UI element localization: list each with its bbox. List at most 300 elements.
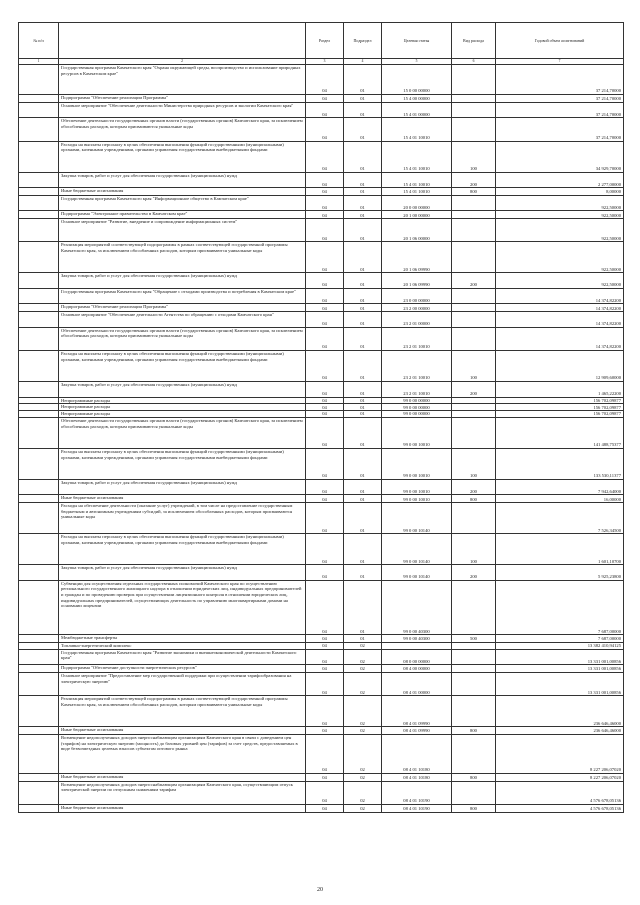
row-subsection-cell: 02 (344, 773, 382, 781)
row-subsection-cell: 02 (344, 804, 382, 812)
row-expense-type-cell (452, 102, 496, 118)
row-expense-type-cell (452, 781, 496, 804)
row-name-cell: Основное мероприятие "Обеспечение деятельности Министерства природных ресурсов и экологии Камчатского края" (59, 102, 306, 118)
row-expense-type-cell: 800 (452, 188, 496, 196)
table-row (19, 696, 624, 727)
row-target-article-cell (382, 642, 452, 649)
table-row (19, 95, 624, 103)
row-section-cell: 04 (306, 734, 344, 773)
row-name-cell: Иные бюджетные ассигнования (59, 727, 306, 735)
row-name-cell: Обеспечение деятельности государственных органов власти (государственных органов) Камчатского края, за исключением обособленных расходов, которым присваиваются уникальные коды (59, 327, 306, 350)
row-section-cell: 04 (306, 397, 344, 404)
row-index-cell (19, 479, 59, 495)
row-amount-cell: 2 277,00000 (496, 172, 624, 188)
row-amount-cell: 14 374,82200 (496, 327, 624, 350)
table-row (19, 534, 624, 565)
header-number: № п/п (19, 23, 59, 59)
row-name-cell: Иные бюджетные ассигнования (59, 804, 306, 812)
row-target-article-cell: 23 2 01 10010 (382, 351, 452, 382)
row-subsection-cell: 01 (344, 580, 382, 634)
row-subsection-cell: 01 (344, 479, 382, 495)
row-name-cell: Возмещение недополученных доходов энергоснабжающим организациям Камчатского края, осуществляющим отпуск электрической энергии по отпускным снижениям тарифам (59, 781, 306, 804)
row-amount-cell: 8,00000 (496, 188, 624, 196)
row-expense-type-cell (452, 312, 496, 328)
column-number: 6 (452, 59, 496, 65)
row-amount-cell: 34 929,70000 (496, 141, 624, 172)
row-expense-type-cell: 100 (452, 448, 496, 479)
table-row (19, 382, 624, 398)
row-section-cell: 04 (306, 804, 344, 812)
row-name-cell: Иные бюджетные ассигнования (59, 773, 306, 781)
row-amount-cell: 922,50000 (496, 242, 624, 273)
row-index-cell (19, 642, 59, 649)
row-amount-cell: 156 702,09877 (496, 397, 624, 404)
row-section-cell: 04 (306, 534, 344, 565)
table-row (19, 288, 624, 304)
row-name-cell: Непрограммные расходы (59, 404, 306, 411)
row-target-article-cell: 08 0 00 00000 (382, 649, 452, 665)
row-name-cell: Закупка товаров, работ и услуг для обеспечения государственных (муниципальных) нужд (59, 565, 306, 581)
row-subsection-cell: 01 (344, 172, 382, 188)
table-header-row (19, 23, 624, 59)
row-subsection-cell: 01 (344, 273, 382, 289)
row-index-cell (19, 448, 59, 479)
table-row (19, 195, 624, 211)
row-index-cell (19, 672, 59, 695)
row-subsection-cell: 02 (344, 672, 382, 695)
row-section-cell: 04 (306, 195, 344, 211)
row-expense-type-cell (452, 642, 496, 649)
row-subsection-cell: 01 (344, 404, 382, 411)
row-expense-type-cell (452, 219, 496, 242)
row-expense-type-cell: 500 (452, 635, 496, 643)
row-name-cell: Расходы на выплаты персоналу в целях обеспечения выполнения функций государственными (муниципальными) органами, казенными учреждениями, органами управления государственными внебюджетными фондами (59, 141, 306, 172)
row-section-cell: 04 (306, 141, 344, 172)
row-name-cell: Реализация мероприятий соответствующей подпрограммы в рамках соответствующей государственной программы Камчатского края, за исключением обособленных расходов, которым присваиваются уникальные коды (59, 242, 306, 273)
row-target-article-cell: 99 0 00 10010 (382, 495, 452, 503)
row-section-cell: 04 (306, 635, 344, 643)
row-subsection-cell: 01 (344, 635, 382, 643)
row-amount-cell: 4 576 678,05136 (496, 804, 624, 812)
row-expense-type-cell (452, 503, 496, 534)
table-row (19, 351, 624, 382)
table-row (19, 397, 624, 404)
row-subsection-cell: 01 (344, 188, 382, 196)
row-expense-type-cell (452, 665, 496, 673)
row-subsection-cell: 01 (344, 565, 382, 581)
table-row (19, 118, 624, 141)
row-name-cell: Межбюджетные трансферты (59, 635, 306, 643)
row-section-cell: 04 (306, 672, 344, 695)
column-number: 3 (306, 59, 344, 65)
row-target-article-cell: 99 0 00 10010 (382, 417, 452, 448)
row-name-cell: Топливно-энергетический комплекс (59, 642, 306, 649)
table-row (19, 172, 624, 188)
row-expense-type-cell: 200 (452, 565, 496, 581)
row-name-cell: Субвенции для осуществления отдельных государственных полномочий Камчатского края по осуществлению регионального государственного жилищного надзора в отношении юридических лиц, индивидуальных предпринимателей и граждан и по проведению проверок при осуществлении лицензионного контроля в отношении юридических лиц, индивидуальных предпринимателей, осуществляющих деятельность по управлению многоквартирными домами на основании лицензии (59, 580, 306, 634)
row-section-cell: 04 (306, 288, 344, 304)
row-subsection-cell: 01 (344, 141, 382, 172)
table-row (19, 635, 624, 643)
row-index-cell (19, 649, 59, 665)
row-amount-cell: 8 227 206,07020 (496, 773, 624, 781)
row-subsection-cell: 01 (344, 417, 382, 448)
row-index-cell (19, 534, 59, 565)
row-expense-type-cell: 800 (452, 727, 496, 735)
row-expense-type-cell: 800 (452, 495, 496, 503)
row-target-article-cell: 23 2 01 10010 (382, 382, 452, 398)
row-expense-type-cell (452, 118, 496, 141)
row-expense-type-cell (452, 304, 496, 312)
table-row (19, 304, 624, 312)
row-expense-type-cell: 200 (452, 273, 496, 289)
row-subsection-cell: 01 (344, 382, 382, 398)
row-index-cell (19, 734, 59, 773)
row-index-cell (19, 727, 59, 735)
row-amount-cell: 37 214,70000 (496, 118, 624, 141)
row-amount-cell: 7 526,34500 (496, 503, 624, 534)
row-section-cell: 04 (306, 781, 344, 804)
row-target-article-cell: 08 4 01 10180 (382, 773, 452, 781)
page-number: 20 (317, 887, 323, 893)
row-name-cell: Основное мероприятие "Предоставление мер государственной поддержки при осуществлении тарифообразования на электрическую энергию" (59, 672, 306, 695)
row-section-cell: 04 (306, 665, 344, 673)
budget-table (18, 22, 624, 813)
row-amount-cell: 14 374,82200 (496, 312, 624, 328)
table-row (19, 781, 624, 804)
row-name-cell: Подпрограмма "Обеспечение доступности энергетических ресурсов" (59, 665, 306, 673)
row-index-cell (19, 397, 59, 404)
row-name-cell: Основное мероприятие "Обеспечение деятельности Агентства по обращению с отходами Камчатского края" (59, 312, 306, 328)
row-subsection-cell: 02 (344, 696, 382, 727)
row-target-article-cell: 99 0 00 10140 (382, 565, 452, 581)
row-section-cell: 04 (306, 211, 344, 219)
row-name-cell: Основное мероприятие "Развитие, внедрение и сопровождение информационных систем" (59, 219, 306, 242)
row-section-cell: 04 (306, 565, 344, 581)
row-index-cell (19, 382, 59, 398)
row-index-cell (19, 503, 59, 534)
table-body (19, 65, 624, 813)
row-section-cell: 04 (306, 495, 344, 503)
table-row (19, 580, 624, 634)
row-index-cell (19, 219, 59, 242)
header-expense-type: Вид расхода (452, 23, 496, 59)
row-amount-cell: 5 925,23800 (496, 565, 624, 581)
row-name-cell: Подпрограмма "Обеспечение реализации Программы" (59, 304, 306, 312)
row-amount-cell: 7 942,64000 (496, 479, 624, 495)
row-subsection-cell: 01 (344, 65, 382, 95)
row-expense-type-cell (452, 672, 496, 695)
row-target-article-cell: 99 0 00 00000 (382, 404, 452, 411)
row-amount-cell: 156 702,09877 (496, 404, 624, 411)
row-amount-cell: 13 382 410,94125 (496, 642, 624, 649)
row-target-article-cell: 15 4 01 10010 (382, 172, 452, 188)
row-subsection-cell: 01 (344, 534, 382, 565)
row-amount-cell: 236 646,46000 (496, 727, 624, 735)
row-target-article-cell: 20 1 06 09990 (382, 242, 452, 273)
row-section-cell: 04 (306, 642, 344, 649)
row-expense-type-cell: 100 (452, 534, 496, 565)
table-row (19, 211, 624, 219)
row-index-cell (19, 312, 59, 328)
row-section-cell: 04 (306, 312, 344, 328)
header-name (59, 23, 306, 59)
row-expense-type-cell (452, 397, 496, 404)
column-number: 7 (496, 59, 624, 65)
row-index-cell (19, 696, 59, 727)
row-target-article-cell: 20 0 00 00000 (382, 195, 452, 211)
row-amount-cell: 37 214,70000 (496, 102, 624, 118)
row-subsection-cell: 01 (344, 448, 382, 479)
table-row (19, 565, 624, 581)
row-section-cell: 04 (306, 327, 344, 350)
row-name-cell: Иные бюджетные ассигнования (59, 188, 306, 196)
table-row (19, 804, 624, 812)
row-expense-type-cell (452, 404, 496, 411)
row-name-cell: Подпрограмма "Обеспечение реализации Программы" (59, 95, 306, 103)
column-number: 2 (59, 59, 306, 65)
row-name-cell: Государственная программа Камчатского края "Информационное общество в Камчатском крае" (59, 195, 306, 211)
row-target-article-cell: 15 0 00 00000 (382, 65, 452, 95)
row-section-cell: 04 (306, 304, 344, 312)
row-section-cell: 04 (306, 273, 344, 289)
row-section-cell: 04 (306, 242, 344, 273)
row-name-cell: Обеспечение деятельности государственных органов власти (государственных органов) Камчатского края, за исключением обособленных расходов, которым присваиваются уникальные коды (59, 118, 306, 141)
row-amount-cell: 156 702,09877 (496, 411, 624, 418)
row-index-cell (19, 172, 59, 188)
column-number: 5 (382, 59, 452, 65)
row-index-cell (19, 635, 59, 643)
row-amount-cell: 4 576 678,05136 (496, 781, 624, 804)
row-amount-cell: 13 331 001,00856 (496, 672, 624, 695)
table-row (19, 479, 624, 495)
row-target-article-cell: 08 4 01 10180 (382, 734, 452, 773)
row-subsection-cell: 01 (344, 288, 382, 304)
row-expense-type-cell: 200 (452, 382, 496, 398)
row-section-cell: 04 (306, 404, 344, 411)
row-target-article-cell: 15 4 01 10010 (382, 118, 452, 141)
row-expense-type-cell (452, 734, 496, 773)
row-subsection-cell: 01 (344, 102, 382, 118)
row-target-article-cell: 20 1 06 00000 (382, 219, 452, 242)
row-subsection-cell: 01 (344, 327, 382, 350)
row-expense-type-cell: 800 (452, 773, 496, 781)
row-index-cell (19, 288, 59, 304)
row-section-cell: 04 (306, 417, 344, 448)
row-subsection-cell: 01 (344, 95, 382, 103)
table-row (19, 672, 624, 695)
header-annual-amount: Годовой объем ассигнований (496, 23, 624, 59)
table-row (19, 188, 624, 196)
row-name-cell: Возмещение недополученных доходов энергоснабжающим организациям Камчатского края в связи с доведением цен (тарифов) на электрическую энергию (мощность) до базовых уровней цен (тарифов) за счет средств, предоставляемых в виде безвозмездных целевых взносов субъектам оптового рынка (59, 734, 306, 773)
row-name-cell: Закупка товаров, работ и услуг для обеспечения государственных (муниципальных) нужд (59, 273, 306, 289)
row-name-cell: Расходы на выплаты персоналу в целях обеспечения выполнения функций государственными (муниципальными) органами, казенными учреждениями, органами управления государственными внебюджетными фондами (59, 448, 306, 479)
table-row (19, 734, 624, 773)
row-index-cell (19, 351, 59, 382)
row-target-article-cell: 99 0 00 10010 (382, 448, 452, 479)
row-subsection-cell: 02 (344, 727, 382, 735)
row-amount-cell: 922,50000 (496, 219, 624, 242)
row-section-cell: 04 (306, 649, 344, 665)
row-amount-cell: 133 530,11377 (496, 448, 624, 479)
row-expense-type-cell: 200 (452, 479, 496, 495)
row-section-cell: 04 (306, 95, 344, 103)
row-subsection-cell: 01 (344, 219, 382, 242)
row-amount-cell: 141 488,75377 (496, 417, 624, 448)
row-name-cell: Государственная программа Камчатского края "Охрана окружающей среды, воспроизводство и использование природных ресурсов в Камчатском крае" (59, 65, 306, 95)
row-name-cell: Закупка товаров, работ и услуг для обеспечения государственных (муниципальных) нужд (59, 172, 306, 188)
row-target-article-cell: 23 2 00 00000 (382, 304, 452, 312)
row-expense-type-cell: 100 (452, 141, 496, 172)
table-row (19, 727, 624, 735)
row-target-article-cell: 23 0 00 00000 (382, 288, 452, 304)
row-target-article-cell: 15 4 01 10010 (382, 141, 452, 172)
header-subsection: Подраздел (344, 23, 382, 59)
row-index-cell (19, 102, 59, 118)
row-amount-cell: 7 687,00000 (496, 580, 624, 634)
row-index-cell (19, 580, 59, 634)
row-expense-type-cell (452, 327, 496, 350)
row-subsection-cell: 01 (344, 411, 382, 418)
row-section-cell: 04 (306, 479, 344, 495)
row-index-cell (19, 804, 59, 812)
row-target-article-cell: 08 4 01 09990 (382, 696, 452, 727)
row-expense-type-cell (452, 95, 496, 103)
row-index-cell (19, 65, 59, 95)
row-amount-cell: 14 374,82200 (496, 304, 624, 312)
row-index-cell (19, 327, 59, 350)
row-expense-type-cell (452, 411, 496, 418)
row-amount-cell: 13 331 001,00856 (496, 649, 624, 665)
table-row (19, 649, 624, 665)
row-expense-type-cell (452, 211, 496, 219)
row-amount-cell: 16,00000 (496, 495, 624, 503)
row-section-cell: 04 (306, 102, 344, 118)
row-amount-cell: 922,50000 (496, 195, 624, 211)
row-subsection-cell: 02 (344, 642, 382, 649)
row-amount-cell: 7 687,00000 (496, 635, 624, 643)
row-target-article-cell: 99 0 00 10140 (382, 534, 452, 565)
row-section-cell: 04 (306, 696, 344, 727)
row-name-cell: Иные бюджетные ассигнования (59, 495, 306, 503)
table-row (19, 102, 624, 118)
row-subsection-cell: 01 (344, 495, 382, 503)
table-row (19, 503, 624, 534)
row-expense-type-cell (452, 242, 496, 273)
row-expense-type-cell (452, 417, 496, 448)
column-number: 1 (19, 59, 59, 65)
row-name-cell: Расходы на выплаты персоналу в целях обеспечения выполнения функций государственными (муниципальными) органами, казенными учреждениями, органами управления государственными внебюджетными фондами (59, 351, 306, 382)
row-subsection-cell: 01 (344, 211, 382, 219)
row-subsection-cell: 02 (344, 734, 382, 773)
row-expense-type-cell (452, 649, 496, 665)
row-name-cell: Закупка товаров, работ и услуг для обеспечения государственных (муниципальных) нужд (59, 479, 306, 495)
table-row (19, 417, 624, 448)
table-row (19, 404, 624, 411)
row-section-cell: 04 (306, 188, 344, 196)
table-row (19, 495, 624, 503)
row-target-article-cell: 08 4 01 09990 (382, 727, 452, 735)
row-index-cell (19, 565, 59, 581)
table-row (19, 448, 624, 479)
row-name-cell: Государственная программа Камчатского края "Развитие экономики и внешнеэкономической деятельности Камчатского края" (59, 649, 306, 665)
row-amount-cell: 1 465,22200 (496, 382, 624, 398)
row-target-article-cell: 99 0 00 10010 (382, 479, 452, 495)
row-expense-type-cell (452, 195, 496, 211)
row-subsection-cell: 01 (344, 195, 382, 211)
row-section-cell: 04 (306, 580, 344, 634)
row-index-cell (19, 404, 59, 411)
row-name-cell: Расходы на обеспечение деятельности (оказание услуг) учреждений, в том числе на предоставление государственным бюджетным и автономным учреждениям субсидий, за исключением обособленных расходов, которым присваиваются уникальные коды (59, 503, 306, 534)
row-index-cell (19, 304, 59, 312)
row-expense-type-cell (452, 65, 496, 95)
row-section-cell: 04 (306, 118, 344, 141)
row-section-cell: 04 (306, 219, 344, 242)
row-index-cell (19, 411, 59, 418)
table-row (19, 327, 624, 350)
row-name-cell: Непрограммные расходы (59, 397, 306, 404)
row-amount-cell: 37 214,70000 (496, 95, 624, 103)
row-target-article-cell: 08 4 00 00000 (382, 665, 452, 673)
header-section: Раздел (306, 23, 344, 59)
row-subsection-cell: 01 (344, 397, 382, 404)
row-name-cell: Обеспечение деятельности государственных органов власти (государственных органов) Камчатского края, за исключением обособленных расходов, которым присваиваются уникальные коды (59, 417, 306, 448)
row-target-article-cell: 99 0 00 00000 (382, 397, 452, 404)
row-expense-type-cell: 800 (452, 804, 496, 812)
row-index-cell (19, 118, 59, 141)
row-amount-cell: 1 601,10700 (496, 534, 624, 565)
row-amount-cell: 922,50000 (496, 211, 624, 219)
header-target-article: Целевая статья (382, 23, 452, 59)
row-amount-cell: 8 227 206,07020 (496, 734, 624, 773)
row-target-article-cell: 15 4 00 00000 (382, 95, 452, 103)
table-row (19, 273, 624, 289)
row-target-article-cell: 08 4 01 10190 (382, 781, 452, 804)
row-subsection-cell: 01 (344, 503, 382, 534)
row-index-cell (19, 495, 59, 503)
row-subsection-cell: 01 (344, 242, 382, 273)
row-target-article-cell: 99 0 00 40300 (382, 580, 452, 634)
row-target-article-cell: 99 0 00 00000 (382, 411, 452, 418)
row-index-cell (19, 95, 59, 103)
row-name-cell: Закупка товаров, работ и услуг для обеспечения государственных (муниципальных) нужд (59, 382, 306, 398)
row-index-cell (19, 417, 59, 448)
row-section-cell: 04 (306, 448, 344, 479)
row-section-cell: 04 (306, 411, 344, 418)
row-amount-cell: 922,50000 (496, 273, 624, 289)
row-subsection-cell: 01 (344, 304, 382, 312)
table-row (19, 219, 624, 242)
row-section-cell: 04 (306, 65, 344, 95)
row-section-cell: 04 (306, 351, 344, 382)
row-section-cell: 04 (306, 503, 344, 534)
row-index-cell (19, 773, 59, 781)
row-subsection-cell: 01 (344, 312, 382, 328)
row-name-cell: Расходы на выплаты персоналу в целях обеспечения выполнения функций государственными (муниципальными) органами, казенными учреждениями, органами управления государственными внебюджетными фондами (59, 534, 306, 565)
table-row (19, 65, 624, 95)
row-index-cell (19, 195, 59, 211)
row-name-cell: Реализация мероприятий соответствующей подпрограммы в рамках соответствующей государственной программы Камчатского края, за исключением обособленных расходов, которым присваиваются уникальные коды (59, 696, 306, 727)
row-section-cell: 04 (306, 773, 344, 781)
row-amount-cell: 14 374,82200 (496, 288, 624, 304)
row-target-article-cell: 99 0 00 40300 (382, 635, 452, 643)
row-amount-cell: 13 331 001,00856 (496, 665, 624, 673)
row-target-article-cell: 15 4 01 10010 (382, 188, 452, 196)
row-target-article-cell: 15 4 01 00000 (382, 102, 452, 118)
table-row (19, 242, 624, 273)
row-subsection-cell: 02 (344, 781, 382, 804)
row-section-cell: 04 (306, 172, 344, 188)
